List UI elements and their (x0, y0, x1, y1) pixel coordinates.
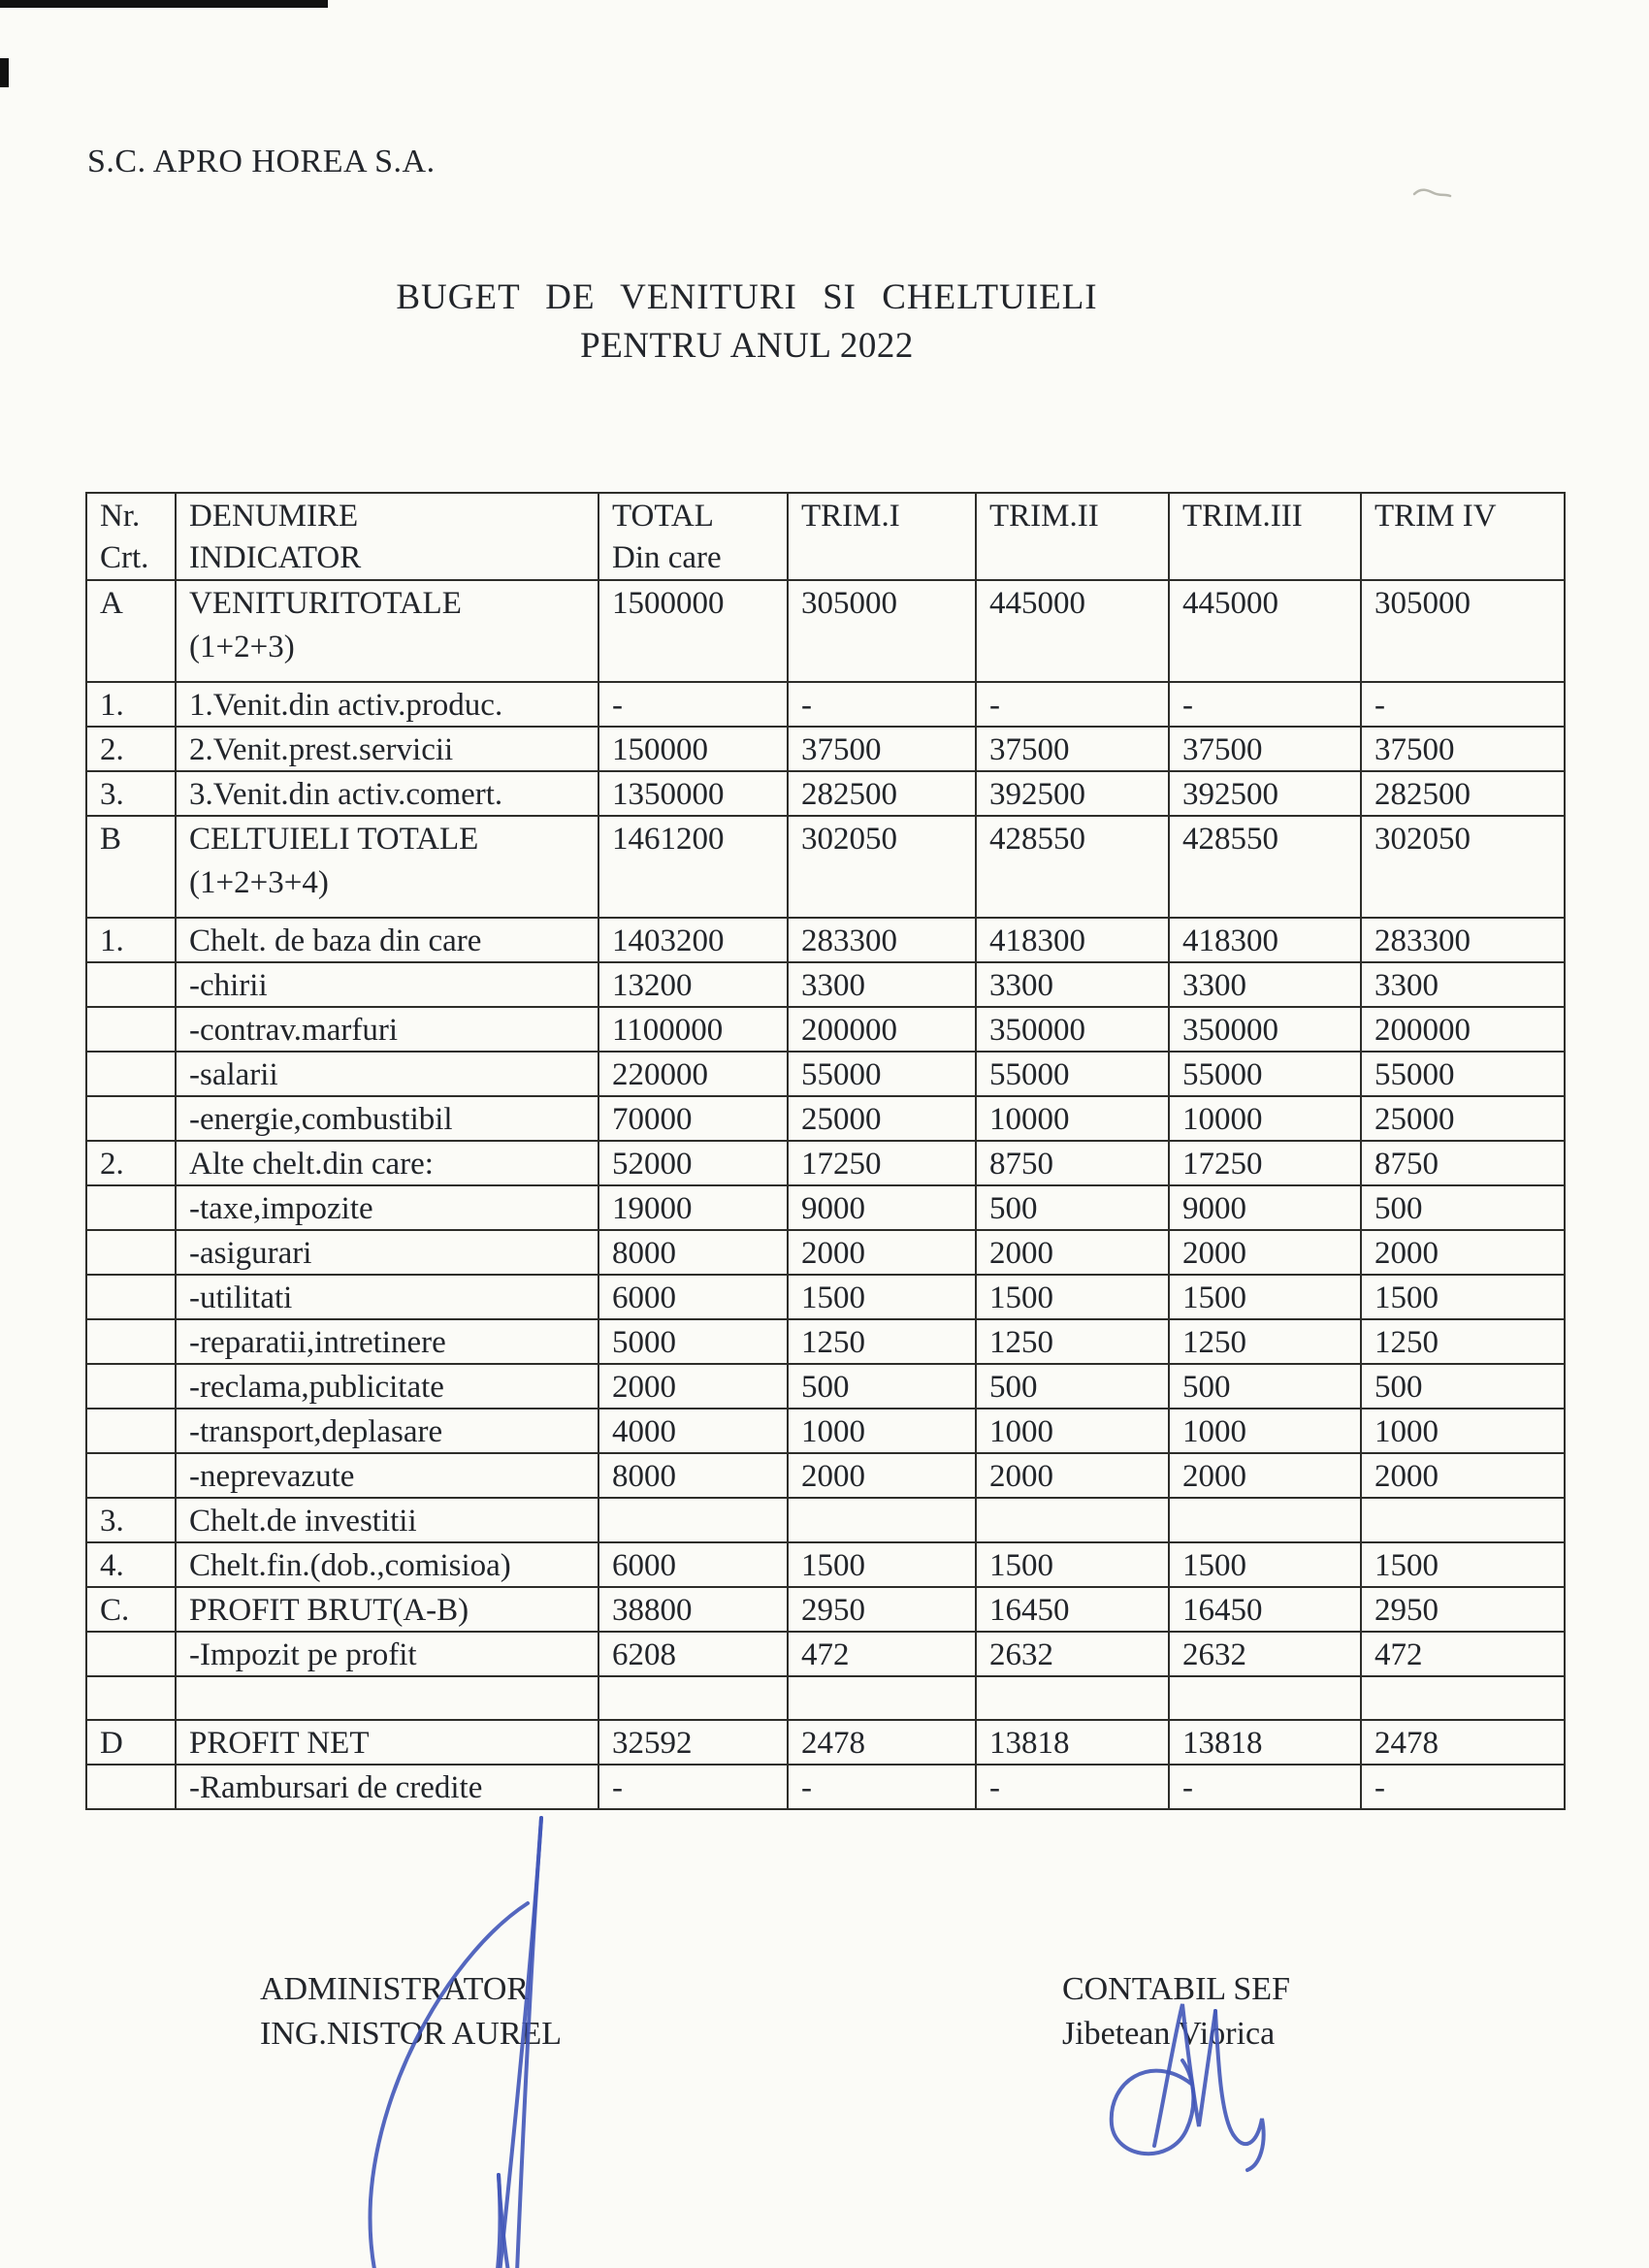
cell-trim1 (788, 1498, 976, 1542)
table-row (86, 1720, 1565, 1765)
cell-nr-crt (86, 1453, 176, 1498)
cell-trim4: 2000 (1361, 1453, 1565, 1498)
table-row (86, 1498, 1565, 1542)
header-trim3: TRIM.III (1169, 493, 1361, 580)
cell-trim1: 2000 (788, 1453, 976, 1498)
cell-nr-crt (86, 1409, 176, 1453)
cell-total: 150000 (598, 727, 788, 771)
cell-trim2: 418300 (976, 918, 1169, 962)
budget-table (85, 492, 1566, 1810)
cell-trim3: 1500 (1169, 1542, 1361, 1587)
cell-nr-crt (86, 1765, 176, 1809)
cell-total (598, 1498, 788, 1542)
cell-trim3: 1500 (1169, 1275, 1361, 1319)
table-row (86, 727, 1565, 771)
table-row (86, 1765, 1565, 1809)
table-row (86, 918, 1565, 962)
cell-trim2: 8750 (976, 1141, 1169, 1185)
header-trim2: TRIM.II (976, 493, 1169, 580)
cell-nr-crt (86, 1096, 176, 1141)
table-row (86, 771, 1565, 816)
table-row (86, 1275, 1565, 1319)
cell-trim4: 2950 (1361, 1587, 1565, 1632)
cell-indicator: -neprevazute (176, 1453, 598, 1498)
cell-trim3: 10000 (1169, 1096, 1361, 1141)
cell-trim3: 16450 (1169, 1587, 1361, 1632)
cell-trim2: 16450 (976, 1587, 1169, 1632)
signature-block-contabil (1062, 1967, 1290, 2057)
cell-trim4: 37500 (1361, 727, 1565, 771)
budget-table-body (86, 580, 1565, 1809)
cell-indicator (176, 1676, 598, 1720)
table-header-row (86, 493, 1565, 580)
cell-total: 8000 (598, 1453, 788, 1498)
cell-trim3: 2632 (1169, 1632, 1361, 1676)
cell-indicator: 3.Venit.din activ.comert. (176, 771, 598, 816)
cell-trim1: 17250 (788, 1141, 976, 1185)
table-row (86, 580, 1565, 682)
cell-trim4: - (1361, 1765, 1565, 1809)
cell-total: 1403200 (598, 918, 788, 962)
cell-trim1 (788, 1676, 976, 1720)
cell-nr-crt (86, 1052, 176, 1096)
cell-trim2: 428550 (976, 816, 1169, 918)
cell-trim3: 2000 (1169, 1230, 1361, 1275)
cell-trim1: 1250 (788, 1319, 976, 1364)
header-denumire-indicator (176, 493, 598, 580)
cell-nr-crt: 2. (86, 1141, 176, 1185)
cell-trim1: 3300 (788, 962, 976, 1007)
cell-trim3: 37500 (1169, 727, 1361, 771)
header-nr-crt (86, 493, 176, 580)
cell-trim2: 55000 (976, 1052, 1169, 1096)
cell-nr-crt: 3. (86, 1498, 176, 1542)
cell-trim2: 1500 (976, 1275, 1169, 1319)
cell-trim3: 350000 (1169, 1007, 1361, 1052)
cell-nr-crt: C. (86, 1587, 176, 1632)
signature-name-administrator: ING.NISTOR AUREL (260, 2016, 563, 2052)
cell-trim2: 350000 (976, 1007, 1169, 1052)
cell-nr-crt: 1. (86, 682, 176, 727)
header-din-care-line: Din care (612, 540, 722, 575)
signature-name-contabil: Jibetean Viorica (1062, 2016, 1276, 2052)
cell-indicator: -reclama,publicitate (176, 1364, 598, 1409)
table-row (86, 1185, 1565, 1230)
cell-trim4: 500 (1361, 1364, 1565, 1409)
cell-nr-crt: 1. (86, 918, 176, 962)
cell-total: - (598, 1765, 788, 1809)
cell-trim1: 472 (788, 1632, 976, 1676)
cell-trim4 (1361, 1676, 1565, 1720)
cell-trim4: 283300 (1361, 918, 1565, 962)
cell-indicator: 1.Venit.din activ.produc. (176, 682, 598, 727)
header-denumire-line: DENUMIRE (189, 499, 359, 534)
table-row (86, 1542, 1565, 1587)
cell-trim4: 3300 (1361, 962, 1565, 1007)
table-row (86, 1409, 1565, 1453)
cell-trim2: 500 (976, 1364, 1169, 1409)
cell-trim2: 10000 (976, 1096, 1169, 1141)
signature-role-contabil: CONTABIL SEF (1062, 1971, 1290, 2007)
cell-trim4: 1500 (1361, 1542, 1565, 1587)
table-row (86, 1141, 1565, 1185)
cell-total: 6000 (598, 1275, 788, 1319)
cell-trim1: 9000 (788, 1185, 976, 1230)
cell-total: 70000 (598, 1096, 788, 1141)
cell-total (598, 1676, 788, 1720)
cell-trim2: - (976, 682, 1169, 727)
cell-trim4: 2478 (1361, 1720, 1565, 1765)
cell-indicator: PROFIT NET (176, 1720, 598, 1765)
cell-trim2: 1250 (976, 1319, 1169, 1364)
cell-nr-crt: A (86, 580, 176, 682)
cell-nr-crt: D (86, 1720, 176, 1765)
cell-nr-crt: 2. (86, 727, 176, 771)
cell-trim1: 305000 (788, 580, 976, 682)
cell-trim1: - (788, 1765, 976, 1809)
cell-trim2: 2000 (976, 1230, 1169, 1275)
signature-role-administrator: ADMINISTRATOR (260, 1971, 530, 2007)
cell-indicator: -reparatii,intretinere (176, 1319, 598, 1364)
table-row (86, 816, 1565, 918)
cell-trim2: 2632 (976, 1632, 1169, 1676)
cell-nr-crt: B (86, 816, 176, 918)
cell-trim4: 2000 (1361, 1230, 1565, 1275)
table-row (86, 1453, 1565, 1498)
cell-total: 19000 (598, 1185, 788, 1230)
cell-indicator: -taxe,impozite (176, 1185, 598, 1230)
cell-trim4: - (1361, 682, 1565, 727)
cell-nr-crt (86, 1185, 176, 1230)
cell-trim1: 302050 (788, 816, 976, 918)
header-nr-line: Nr. (100, 499, 141, 534)
cell-indicator: -Rambursari de credite (176, 1765, 598, 1809)
cell-trim2: 1500 (976, 1542, 1169, 1587)
cell-trim4: 200000 (1361, 1007, 1565, 1052)
cell-trim3: 1000 (1169, 1409, 1361, 1453)
cell-trim1: 1500 (788, 1542, 976, 1587)
cell-nr-crt (86, 1007, 176, 1052)
cell-trim3: 2000 (1169, 1453, 1361, 1498)
table-row (86, 962, 1565, 1007)
cell-trim1: 2000 (788, 1230, 976, 1275)
cell-indicator: Chelt. de baza din care (176, 918, 598, 962)
cell-indicator: -Impozit pe profit (176, 1632, 598, 1676)
table-row (86, 1319, 1565, 1364)
cell-total: 13200 (598, 962, 788, 1007)
scan-artifact-left-notch (0, 58, 9, 87)
header-total (598, 493, 788, 580)
table-row (86, 1052, 1565, 1096)
cell-total: - (598, 682, 788, 727)
cell-trim1: 2478 (788, 1720, 976, 1765)
table-row (86, 1632, 1565, 1676)
cell-nr-crt: 3. (86, 771, 176, 816)
cell-trim4: 25000 (1361, 1096, 1565, 1141)
cell-total: 38800 (598, 1587, 788, 1632)
cell-total: 8000 (598, 1230, 788, 1275)
cell-indicator: -transport,deplasare (176, 1409, 598, 1453)
cell-trim1: - (788, 682, 976, 727)
cell-trim2: 13818 (976, 1720, 1169, 1765)
cell-nr-crt (86, 1676, 176, 1720)
cell-indicator: -contrav.marfuri (176, 1007, 598, 1052)
cell-nr-crt (86, 1364, 176, 1409)
cell-trim3: - (1169, 1765, 1361, 1809)
cell-trim3 (1169, 1676, 1361, 1720)
cell-trim3: 13818 (1169, 1720, 1361, 1765)
cell-trim4: 1500 (1361, 1275, 1565, 1319)
cell-trim1: 1500 (788, 1275, 976, 1319)
cell-indicator: Chelt.fin.(dob.,comisioa) (176, 1542, 598, 1587)
cell-indicator: -energie,combustibil (176, 1096, 598, 1141)
header-trim4: TRIM IV (1361, 493, 1565, 580)
cell-indicator: CELTUIELI TOTALE (1+2+3+4) (176, 816, 598, 918)
cell-trim2: 392500 (976, 771, 1169, 816)
cell-total: 52000 (598, 1141, 788, 1185)
cell-trim1: 1000 (788, 1409, 976, 1453)
cell-trim2: 500 (976, 1185, 1169, 1230)
cell-trim4: 302050 (1361, 816, 1565, 918)
table-row (86, 682, 1565, 727)
scan-artifact-top-bar (0, 0, 328, 8)
table-row (86, 1230, 1565, 1275)
cell-total: 1100000 (598, 1007, 788, 1052)
cell-total: 1500000 (598, 580, 788, 682)
cell-trim3: 9000 (1169, 1185, 1361, 1230)
document-title-line2: PENTRU ANUL 2022 (580, 326, 914, 366)
cell-trim4: 472 (1361, 1632, 1565, 1676)
cell-indicator: 2.Venit.prest.servicii (176, 727, 598, 771)
cell-trim4: 1250 (1361, 1319, 1565, 1364)
cell-indicator: -utilitati (176, 1275, 598, 1319)
cell-trim2: 445000 (976, 580, 1169, 682)
cell-trim4: 500 (1361, 1185, 1565, 1230)
cell-indicator: Chelt.de investitii (176, 1498, 598, 1542)
cell-trim3: 445000 (1169, 580, 1361, 682)
cell-nr-crt (86, 1230, 176, 1275)
cell-trim1: 37500 (788, 727, 976, 771)
cell-indicator: -chirii (176, 962, 598, 1007)
cell-trim1: 282500 (788, 771, 976, 816)
pencil-mark (1414, 190, 1450, 196)
cell-trim2: 37500 (976, 727, 1169, 771)
cell-nr-crt (86, 1275, 176, 1319)
cell-trim3: 428550 (1169, 816, 1361, 918)
table-row (86, 1096, 1565, 1141)
cell-indicator: VENITURITOTALE (1+2+3) (176, 580, 598, 682)
header-total-line: TOTAL (612, 499, 714, 534)
cell-trim2: 3300 (976, 962, 1169, 1007)
cell-trim3: 418300 (1169, 918, 1361, 962)
document-title (0, 274, 1494, 371)
cell-trim3: 500 (1169, 1364, 1361, 1409)
cell-nr-crt (86, 962, 176, 1007)
cell-trim2: 2000 (976, 1453, 1169, 1498)
cell-trim2: - (976, 1765, 1169, 1809)
cell-trim3: 55000 (1169, 1052, 1361, 1096)
cell-total: 32592 (598, 1720, 788, 1765)
cell-trim3: 3300 (1169, 962, 1361, 1007)
cell-total: 5000 (598, 1319, 788, 1364)
cell-trim1: 2950 (788, 1587, 976, 1632)
cell-total: 6000 (598, 1542, 788, 1587)
header-crt-line: Crt. (100, 540, 149, 575)
cell-total: 4000 (598, 1409, 788, 1453)
table-row (86, 1676, 1565, 1720)
cell-trim4: 1000 (1361, 1409, 1565, 1453)
cell-trim2 (976, 1498, 1169, 1542)
cell-trim1: 25000 (788, 1096, 976, 1141)
cell-trim1: 500 (788, 1364, 976, 1409)
cell-trim4: 305000 (1361, 580, 1565, 682)
cell-trim4: 55000 (1361, 1052, 1565, 1096)
signature-block-administrator (260, 1967, 562, 2057)
table-row (86, 1007, 1565, 1052)
cell-trim3: 1250 (1169, 1319, 1361, 1364)
cell-trim1: 283300 (788, 918, 976, 962)
cell-indicator: PROFIT BRUT(A-B) (176, 1587, 598, 1632)
cell-total: 220000 (598, 1052, 788, 1096)
cell-trim4: 282500 (1361, 771, 1565, 816)
cell-total: 6208 (598, 1632, 788, 1676)
header-indicator-line: INDICATOR (189, 540, 362, 575)
company-name: S.C. APRO HOREA S.A. (87, 144, 436, 179)
cell-trim3: 17250 (1169, 1141, 1361, 1185)
header-trim1: TRIM.I (788, 493, 976, 580)
document-title-line1: BUGET DE VENITURI SI CHELTUIELI (396, 277, 1098, 317)
cell-trim3 (1169, 1498, 1361, 1542)
cell-total: 1350000 (598, 771, 788, 816)
cell-trim2: 1000 (976, 1409, 1169, 1453)
cell-trim1: 200000 (788, 1007, 976, 1052)
cell-trim3: 392500 (1169, 771, 1361, 816)
cell-indicator: -salarii (176, 1052, 598, 1096)
cell-trim2 (976, 1676, 1169, 1720)
cell-trim3: - (1169, 682, 1361, 727)
cell-nr-crt: 4. (86, 1542, 176, 1587)
cell-trim4 (1361, 1498, 1565, 1542)
cell-nr-crt (86, 1632, 176, 1676)
table-row (86, 1364, 1565, 1409)
cell-indicator: -asigurari (176, 1230, 598, 1275)
cell-trim4: 8750 (1361, 1141, 1565, 1185)
cell-total: 1461200 (598, 816, 788, 918)
cell-nr-crt (86, 1319, 176, 1364)
cell-trim1: 55000 (788, 1052, 976, 1096)
table-row (86, 1587, 1565, 1632)
cell-total: 2000 (598, 1364, 788, 1409)
cell-indicator: Alte chelt.din care: (176, 1141, 598, 1185)
